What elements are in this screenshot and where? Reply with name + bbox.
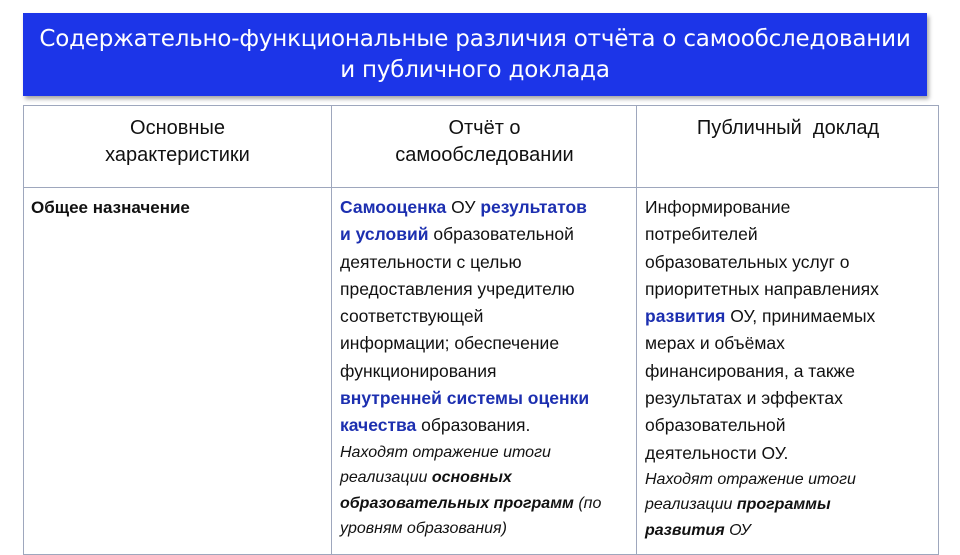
text-line: реализации основных (340, 469, 512, 487)
text-line: развития ОУ (645, 521, 751, 539)
text-line: приоритетных направлениях (645, 278, 879, 299)
header-self-assessment-report (332, 106, 637, 188)
header-line: характеристики (105, 144, 250, 166)
text-line: образовательных программ (по (340, 494, 602, 512)
text-line: соответствующей (340, 306, 484, 327)
cell-public-purpose (637, 188, 939, 554)
slide-title (23, 13, 927, 96)
text-line: функционирования (340, 360, 497, 381)
row-label: Общее назначение (31, 198, 190, 217)
header-public-report (637, 106, 939, 188)
text-line: Информирование (645, 197, 791, 217)
cell-report-purpose (332, 188, 637, 554)
public-paragraph-main (645, 194, 931, 467)
text-line: образовательной (645, 415, 786, 436)
text-line: внутренней системы оценки (340, 388, 590, 409)
text-line: образовательных услуг о (645, 251, 850, 272)
text-line: Находят отражение итоги (340, 443, 551, 461)
text-line: финансирования, а также (645, 360, 855, 381)
text-line: реализации программы (645, 496, 831, 514)
column-self-assessment-report (331, 106, 637, 554)
public-paragraph-italic (645, 467, 931, 544)
header-line: самообследовании (395, 144, 574, 166)
row-label-general-purpose (24, 188, 331, 554)
text-line: развития ОУ, принимаемых (645, 306, 876, 327)
text-line: Самооценка ОУ результатов (340, 197, 587, 217)
text-line: мерах и объёмах (645, 333, 785, 354)
comparison-table (23, 105, 939, 555)
column-characteristics (24, 106, 331, 554)
text-line: качества образования. (340, 415, 531, 436)
report-paragraph-italic (340, 440, 629, 542)
text-line: деятельности с целью (340, 251, 522, 272)
text-line: предоставления учредителю (340, 278, 575, 299)
column-public-report (636, 106, 939, 554)
title-line-1: Содержательно-функциональные различия отчёта о самообследовании (39, 25, 911, 52)
text-line: уровням образования) (340, 520, 507, 538)
text-line: и условий образовательной (340, 224, 574, 245)
header-line: Публичный доклад (696, 117, 880, 139)
report-paragraph-main (340, 194, 629, 440)
text-line: информации; обеспечение (340, 333, 560, 354)
text-line: деятельности ОУ. (645, 442, 789, 463)
header-line: Отчёт о (448, 117, 521, 139)
header-characteristics (24, 106, 331, 188)
title-line-2: и публичного доклада (340, 56, 610, 83)
header-line: Основные (130, 117, 225, 139)
text-line: результатах и эффектах (645, 388, 843, 409)
text-line: Находят отражение итоги (645, 470, 856, 488)
text-line: потребителей (645, 224, 758, 245)
